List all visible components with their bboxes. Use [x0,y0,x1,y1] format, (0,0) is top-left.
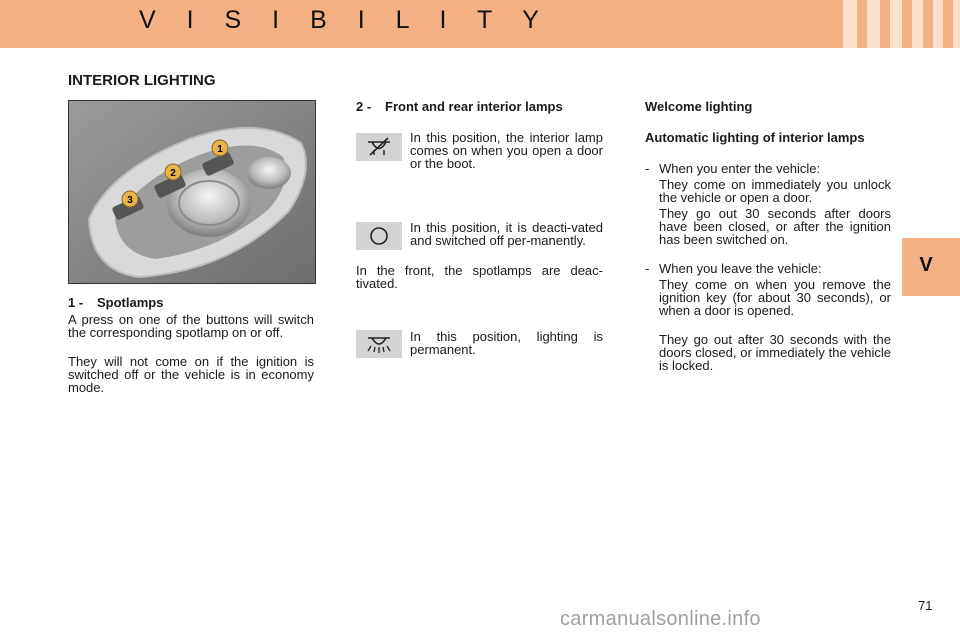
enter-vehicle-heading: When you enter the vehicle: [659,161,821,176]
photo-label-2 [165,164,181,180]
spotlamps-heading [68,296,314,309]
section-title: INTERIOR LIGHTING [68,72,216,89]
bullet-dash: - [645,161,650,176]
off-position-text: In this position, it is deacti-vated and switched off per-manently. [410,220,603,248]
header-stripe [933,0,943,48]
permanent-light-text: In this position, lighting is permanent. [410,329,603,357]
header-stripe [912,0,923,48]
photo-label-3 [122,191,138,207]
item-title: Front and rear interior lamps [385,99,563,114]
leave-vehicle-heading: When you leave the vehicle: [659,261,822,276]
leave-vehicle-text-2: They go out after 30 seconds with the doors closed, or immediately the vehicle is locked. [659,332,891,373]
photo-label-1 [212,140,228,156]
door-position-icon [356,133,402,161]
chapter-tab [902,238,960,296]
spotlamps-text-1: A press on one of the buttons will switch the corresponding spotlamp on or off. [68,312,314,340]
page-number: 71 [918,598,933,613]
svg-text:1: 1 [217,144,223,155]
header-stripe [843,0,857,48]
chapter-letter: V [919,254,933,276]
chapter-title: V I S I B I L I T Y [139,6,551,34]
automatic-lighting-subheading: Automatic lighting of interior lamps [645,130,865,145]
watermark: carmanualsonline.info [560,608,761,630]
svg-text:3: 3 [127,195,133,206]
bullet-dash: - [645,261,650,276]
item-number: 1 - [68,295,84,310]
header-bar [0,0,960,48]
item-number: 2 - [356,99,372,114]
header-stripe [890,0,902,48]
item-title: Spotlamps [97,295,164,310]
welcome-lighting-heading: Welcome lighting [645,99,753,114]
roof-console-photo [68,100,316,284]
leave-vehicle-text-1: They come on when you remove the ignition key (for about 30 seconds), or when a door is opened. [659,277,891,318]
door-position-text: In this position, the interior lamp comes on when you open a door or the boot. [410,130,603,171]
header-stripe [867,0,880,48]
enter-vehicle-text-2: They go out 30 seconds after doors have been closed, or after the ignition has been switched on. [659,206,891,247]
enter-vehicle-text-1: They come on immediately you unlock the vehicle or open a door. [659,177,891,205]
spotlamps-text-2: They will not come on if the ignition is switched off or the vehicle is in economy mode. [68,354,314,395]
off-position-icon [356,222,402,250]
header-stripe [953,0,960,48]
permanent-light-icon [356,330,402,358]
svg-text:2: 2 [170,168,176,179]
spotlamps-note: In the front, the spotlamps are deac-tivated. [356,263,603,291]
interior-lamps-heading [356,100,606,113]
